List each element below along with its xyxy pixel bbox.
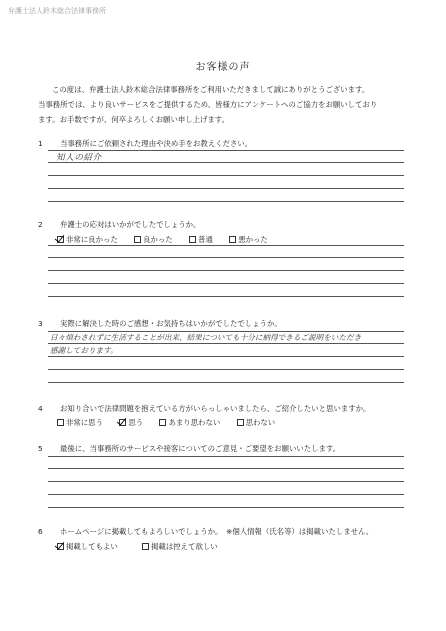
question-3-handwritten-answer-line-1: 日々煩わされずに生活することが出来、結果についても十分に納得できるご説明をいただき <box>50 333 362 342</box>
question-3-handwritten-answer-line-2: 感謝しております。 <box>50 346 118 355</box>
intro-line-2: 当事務所では、より良いサービスをご提供するため、皆様方にアンケートへのご協力をお願いしており <box>38 100 378 109</box>
answer-line <box>48 469 404 482</box>
q4-option-strongly-think[interactable]: 非常に思う <box>57 417 103 428</box>
answer-line <box>48 189 404 202</box>
question-6-options <box>57 541 232 552</box>
intro-text <box>38 82 418 127</box>
question-3-text: 実際に解決した時のご感想・お気持ちはいかがでしたでしょうか。 <box>60 319 282 328</box>
answer-line <box>48 456 404 469</box>
checkbox[interactable] <box>229 236 236 243</box>
answer-line <box>48 271 404 284</box>
question-3 <box>38 318 282 329</box>
question-1 <box>38 138 252 149</box>
checkbox[interactable] <box>57 419 64 426</box>
question-1-number: 1 <box>38 139 43 148</box>
question-5-number: 5 <box>38 444 43 453</box>
question-1-handwritten-answer: 知人の紹介 <box>56 153 102 163</box>
checkbox[interactable] <box>189 236 196 243</box>
question-2-options <box>57 234 282 245</box>
answer-line <box>48 357 404 370</box>
question-5-text: 最後に、当事務所のサービスや接客についてのご意見・ご要望をお願いいたします。 <box>60 444 341 453</box>
q4-option-do-not-think[interactable]: 思わない <box>237 417 276 428</box>
answer-line <box>48 245 404 258</box>
office-name: 弁護士法人鈴木総合法律事務所 <box>8 7 106 15</box>
answer-line <box>48 176 404 189</box>
question-2-number: 2 <box>38 220 43 229</box>
checkbox-checked[interactable] <box>57 236 64 243</box>
question-4-options <box>57 417 289 428</box>
answer-line <box>48 370 404 383</box>
checkbox[interactable] <box>237 419 244 426</box>
question-2-answer-lines[interactable] <box>48 245 404 297</box>
page-title: お客様の声 <box>195 62 251 73</box>
q2-option-bad[interactable]: 悪かった <box>229 234 268 245</box>
question-4-text: お知り合いで法律問題を抱えている方がいらっしゃいましたら、ご紹介したいと思いますか。 <box>60 404 371 413</box>
question-4-number: 4 <box>38 404 43 413</box>
answer-line <box>48 495 404 508</box>
q2-option-normal[interactable]: 普通 <box>189 234 213 245</box>
q6-option-may-publish[interactable]: 掲載してもよい <box>57 541 118 552</box>
q4-option-think[interactable]: 思う <box>119 417 143 428</box>
checkbox-checked[interactable] <box>57 543 64 550</box>
checkbox[interactable] <box>159 419 166 426</box>
question-3-number: 3 <box>38 319 43 328</box>
question-5-answer-lines[interactable] <box>48 456 404 508</box>
question-1-text: 当事務所にご依頼された理由や決め手をお教えください。 <box>60 139 253 148</box>
checkbox[interactable] <box>142 543 149 550</box>
q6-option-do-not-publish[interactable]: 掲載は控えて欲しい <box>142 541 218 552</box>
question-2-text: 弁護士の応対はいかがでしたでしょうか。 <box>60 220 201 229</box>
checkbox[interactable] <box>134 236 141 243</box>
intro-line-3: ます。お手数ですが、何卒よろしくお願い申し上げます。 <box>38 115 229 124</box>
answer-line <box>48 284 404 297</box>
answer-line <box>48 258 404 271</box>
q2-option-good[interactable]: 良かった <box>134 234 173 245</box>
q4-option-not-really[interactable]: あまり思わない <box>159 417 220 428</box>
question-6 <box>38 526 373 537</box>
question-6-number: 6 <box>38 527 43 536</box>
intro-line-1: この度は、弁護士法人鈴木総合法律事務所をご利用いただきまして誠にありがとうございます。 <box>52 85 370 94</box>
question-4 <box>38 403 370 414</box>
checkbox-checked[interactable] <box>119 419 126 426</box>
answer-line <box>48 482 404 495</box>
question-6-text: ホームページに掲載してもよろしいでしょうか。 ※個人情報（氏名等）は掲載いたしません。 <box>60 527 374 536</box>
question-2 <box>38 219 200 230</box>
question-5 <box>38 443 340 454</box>
q2-option-very-good[interactable]: 非常に良かった <box>57 234 118 245</box>
answer-line <box>48 163 404 176</box>
